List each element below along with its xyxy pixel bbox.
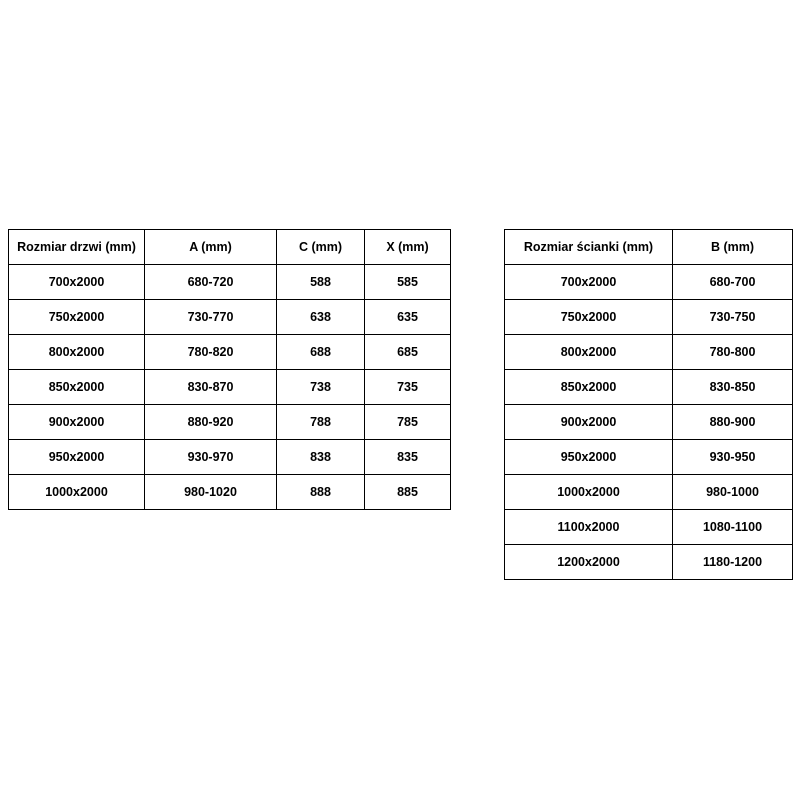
column-header-wall-size: Rozmiar ścianki (mm) [505, 230, 673, 265]
column-header-c: C (mm) [277, 230, 365, 265]
cell-c: 788 [277, 405, 365, 440]
cell-c: 888 [277, 475, 365, 510]
cell-x: 735 [365, 370, 451, 405]
cell-c: 688 [277, 335, 365, 370]
cell-b: 980-1000 [673, 475, 793, 510]
cell-b: 730-750 [673, 300, 793, 335]
cell-b: 830-850 [673, 370, 793, 405]
cell-wall-size: 1200x2000 [505, 545, 673, 580]
cell-door-size: 850x2000 [9, 370, 145, 405]
cell-wall-size: 900x2000 [505, 405, 673, 440]
cell-door-size: 750x2000 [9, 300, 145, 335]
cell-a: 730-770 [145, 300, 277, 335]
cell-a: 880-920 [145, 405, 277, 440]
table-row [505, 335, 793, 370]
cell-x: 635 [365, 300, 451, 335]
table-row [505, 370, 793, 405]
cell-wall-size: 850x2000 [505, 370, 673, 405]
cell-wall-size: 700x2000 [505, 265, 673, 300]
wall-size-table [504, 229, 793, 580]
table-row [9, 405, 451, 440]
cell-a: 830-870 [145, 370, 277, 405]
table-header-row [9, 230, 451, 265]
table-row [9, 335, 451, 370]
cell-b: 1080-1100 [673, 510, 793, 545]
cell-b: 880-900 [673, 405, 793, 440]
cell-wall-size: 1000x2000 [505, 475, 673, 510]
table-row [505, 510, 793, 545]
cell-c: 588 [277, 265, 365, 300]
cell-wall-size: 1100x2000 [505, 510, 673, 545]
cell-a: 930-970 [145, 440, 277, 475]
table-row [9, 475, 451, 510]
table-row [505, 475, 793, 510]
cell-door-size: 800x2000 [9, 335, 145, 370]
cell-c: 738 [277, 370, 365, 405]
cell-b: 930-950 [673, 440, 793, 475]
cell-b: 680-700 [673, 265, 793, 300]
column-header-x: X (mm) [365, 230, 451, 265]
cell-x: 885 [365, 475, 451, 510]
cell-x: 585 [365, 265, 451, 300]
cell-c: 638 [277, 300, 365, 335]
column-header-b: B (mm) [673, 230, 793, 265]
door-size-table [8, 229, 451, 510]
table-row [9, 370, 451, 405]
table-row [505, 440, 793, 475]
cell-door-size: 950x2000 [9, 440, 145, 475]
cell-wall-size: 800x2000 [505, 335, 673, 370]
cell-a: 780-820 [145, 335, 277, 370]
cell-b: 1180-1200 [673, 545, 793, 580]
table-header-row [505, 230, 793, 265]
table-row [505, 300, 793, 335]
cell-wall-size: 950x2000 [505, 440, 673, 475]
cell-x: 835 [365, 440, 451, 475]
cell-wall-size: 750x2000 [505, 300, 673, 335]
column-header-door-size: Rozmiar drzwi (mm) [9, 230, 145, 265]
cell-c: 838 [277, 440, 365, 475]
cell-b: 780-800 [673, 335, 793, 370]
table-row [505, 265, 793, 300]
cell-a: 680-720 [145, 265, 277, 300]
cell-x: 785 [365, 405, 451, 440]
cell-door-size: 1000x2000 [9, 475, 145, 510]
table-row [9, 265, 451, 300]
table-row [505, 545, 793, 580]
cell-door-size: 700x2000 [9, 265, 145, 300]
column-header-a: A (mm) [145, 230, 277, 265]
cell-door-size: 900x2000 [9, 405, 145, 440]
table-row [505, 405, 793, 440]
cell-x: 685 [365, 335, 451, 370]
table-row [9, 300, 451, 335]
table-row [9, 440, 451, 475]
cell-a: 980-1020 [145, 475, 277, 510]
